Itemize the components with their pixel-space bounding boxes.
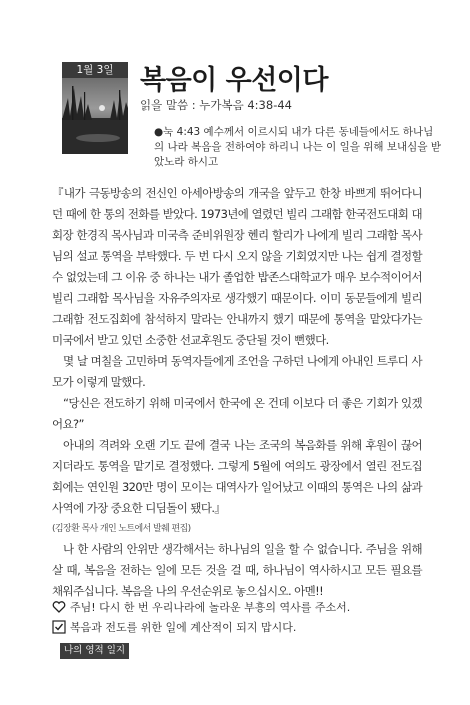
checkbox-icon: [52, 620, 66, 634]
body-paragraph: 몇 날 며칠을 고민하며 동역자들에게 조언을 구하던 나에게 아내인 트루디 사모가 이렇게 말했다.: [52, 354, 422, 389]
devotional-body: [52, 183, 422, 602]
source-note: (김장환 목사 개인 노트에서 발췌 편집): [52, 524, 191, 534]
page-title: 복음이 우선이다: [140, 65, 328, 96]
prayer-item: [52, 597, 422, 617]
key-verse-text: ●눅 4:43 예수께서 이르시되 내가 다른 동네들에서도 하나님의 나라 복음을 전하여야 하리니 나는 이 일을 위해 보내심을 받았노라 하시고: [154, 126, 441, 168]
prayer-item: [52, 617, 422, 637]
date-label: 1월 3일: [62, 62, 128, 78]
date-photo-block: [62, 62, 128, 154]
landscape-photo: [62, 78, 128, 154]
body-paragraph: 나 한 사람의 안위만 생각해서는 하나님의 일을 할 수 없습니다. 주님을 위해 살 때, 복음을 전하는 일에 모든 것을 걸 때, 하나님이 역사하시고 모든 필요를 채워주십니다. 복음을 나의 우선순위로 놓으십시오. 아멘!!: [52, 542, 422, 598]
tree-silhouette-icon: [62, 78, 128, 154]
body-paragraph: “당신은 전도하기 위해 미국에서 한국에 온 건데 이보다 더 좋은 기회가 있겠어요?”: [52, 396, 422, 431]
body-paragraph: 『내가 극동방송의 전신인 아세아방송의 개국을 앞두고 한창 바쁘게 뛰어다니던 때에 한 통의 전화를 받았다. 1973년에 열렸던 빌리 그래함 한국전도대회 대회장 한경직 목사님과 미국측 준비위원장 헨리 할리가 나에게 빌리 그래함 목사님의 설교 통역을 부탁했다. 두 번 다시 오지 않을 기회였지만 나는 쉽게 결정할 수 없었는데 그 이유 중 하나는 내가 졸업한 밥존스대학교가 매우 보수적이어서 빌리 그래함 목사님을 자유주의자로 생각했기 때문이다. 이미 동문들에게 빌리 그래함 전도집회에 참석하지 말라는 안내까지 했기 때문에 통역을 맡았다가는 미국에서 받고 있던 소중한 선교후원도 중단될 것이 뻔했다.: [52, 186, 422, 347]
prayer-section: [52, 597, 422, 637]
key-verse: [142, 125, 442, 170]
reading-reference: 읽을 말씀 : 누가복음 4:38-44: [140, 98, 292, 112]
heart-icon: [52, 600, 66, 614]
prayer-text: 복음과 전도를 위한 일에 계산적이 되지 맙시다.: [70, 621, 297, 634]
journal-tag: 나의 영적 일지: [60, 643, 129, 659]
prayer-text: 주님! 다시 한 번 우리나라에 놀라운 부흥의 역사를 주소서.: [70, 601, 351, 614]
body-paragraph: 아내의 격려와 오랜 기도 끝에 결국 나는 조국의 복음화를 위해 후원이 끊어지더라도 통역을 맡기로 결정했다. 그렇게 5월에 여의도 광장에서 열린 전도집회에는 연인원 320만 명이 모이는 대역사가 일어났고 이때의 통역은 나의 삶과 사역에 가장 중요한 디딤돌이 됐다.』: [52, 438, 422, 515]
